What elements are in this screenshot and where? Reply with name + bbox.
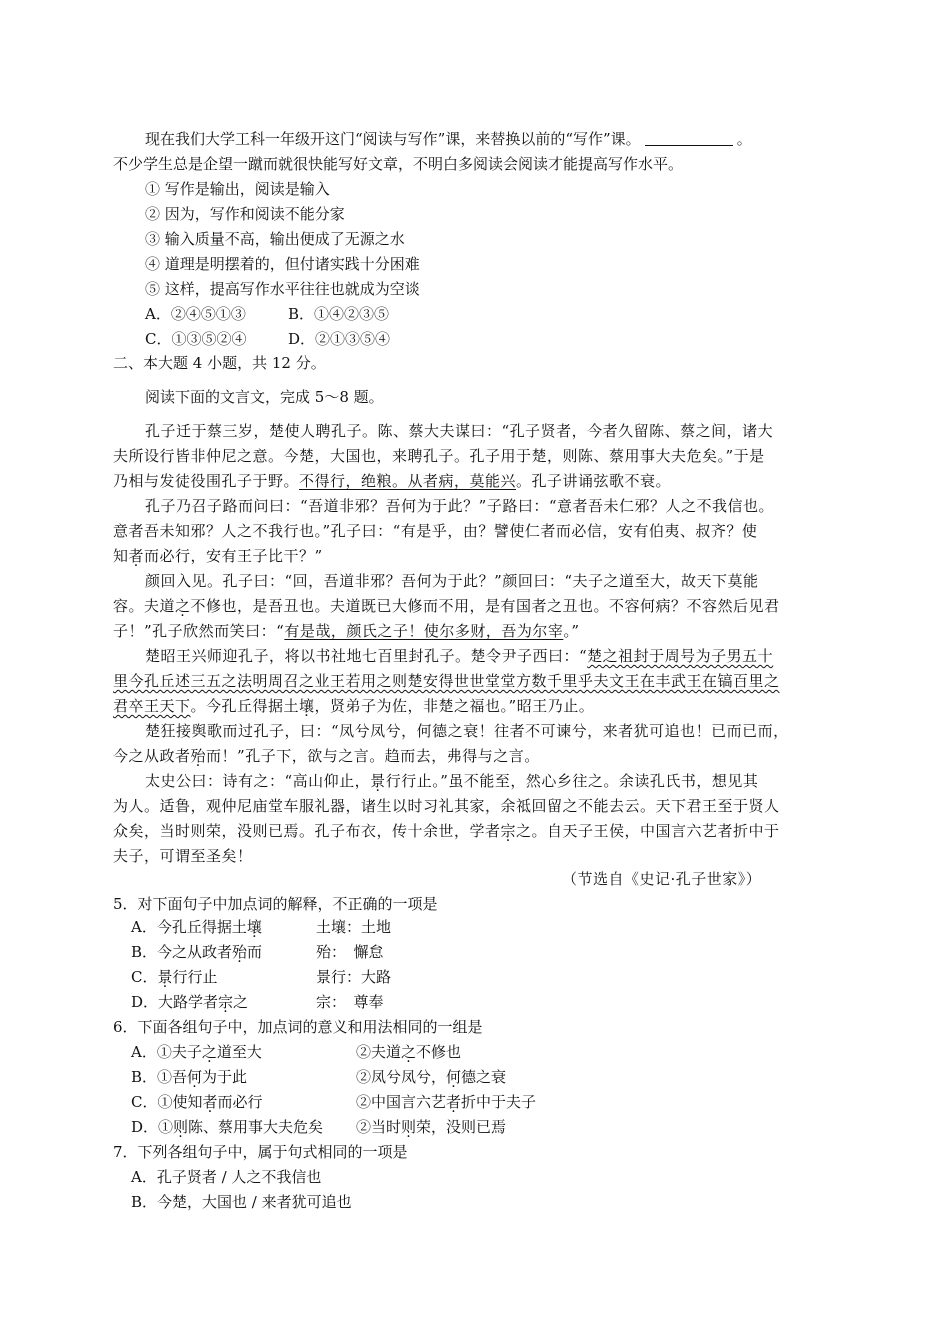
q6-option-c-1: C．①使知者而必行: [131, 1093, 263, 1111]
q4-option-d: D．②①③⑤④: [288, 330, 391, 348]
dotted-word: 壤: [246, 918, 262, 936]
q5-option-c: C．景行行止: [131, 968, 218, 986]
dotted-word: 壤: [299, 697, 315, 715]
dotted-word: 者: [446, 1093, 462, 1111]
dotted-word: 何: [446, 1068, 462, 1086]
underlined-sentence: 有是哉，颜氏之子！使尔多财，吾为尔宰: [284, 622, 564, 640]
passage-line: 夫所设行皆非仲尼之意。今楚，大国也，来聘孔子。孔子用于楚，则陈、蔡用事大夫危矣。”于是: [113, 447, 765, 465]
passage-line: 孔子乃召子路而问曰：“吾道非邪？吾何为于此？”子路曰：“意者吾未仁邪？人之不我信也。: [145, 497, 775, 515]
passage-line: 夫子，可谓至圣矣！: [113, 847, 253, 865]
passage-source: （节选自《史记·孔子世家》）: [562, 870, 762, 888]
section-intro: 阅读下面的文言文，完成 5～8 题。: [145, 388, 384, 406]
dotted-word: 者: [128, 547, 145, 565]
dotted-word: 宗: [500, 822, 517, 840]
passage-line: 子！”孔子欣然而笑曰：“有是哉，颜氏之子！使尔多财，吾为尔宰。”: [113, 622, 580, 640]
q6-option-b-2: ②凤兮凤兮，何德之衰: [356, 1068, 507, 1086]
passage-line: 众矣，当时则荣，没则已焉。孔子布衣，传十余世，学者宗之。自天子王侯，中国言六艺者折中于: [113, 822, 780, 840]
q6-option-c-2: ②中国言六艺者折中于夫子: [356, 1093, 537, 1111]
q4-option-b: B．①④②③⑤: [288, 305, 390, 323]
wavy-underlined-text: 楚之祖封于周号为子男五十: [587, 647, 774, 665]
q5-stem: 5．对下面句子中加点词的解释，不正确的一项是: [113, 895, 438, 913]
q5-option-b-explanation: 殆： 懈怠: [316, 943, 384, 961]
q6-option-a-2: ②夫道之不修也: [356, 1043, 462, 1061]
passage-line: 今之从政者殆而！”孔子下，欲与之言。趋而去，弗得与之言。: [113, 747, 540, 765]
passage-line: 颜回入见。孔子曰：“回，吾道非邪？吾何为于此？”颜回曰：“夫子之道至大，故天下莫能: [145, 572, 759, 590]
dotted-word: 之: [401, 1043, 417, 1061]
passage-line: 知者而必行，安有王子比干？”: [113, 547, 323, 565]
underlined-sentence: 不得行，绝粮。从者病，莫能兴: [299, 472, 517, 490]
section-heading: 二、本大题 4 小题，共 12 分。: [113, 354, 326, 372]
dotted-word: 之: [175, 597, 191, 615]
passage-line: 意者吾未知邪？人之不我行也。”孔子曰：“有是乎，由？譬使仁者而必信，安有伯夷、叔齐？使: [113, 522, 758, 540]
passage-line: 容。夫道之不修也，是吾丑也。夫道既已大修而不用，是有国者之丑也。不容何病？不容然后见君: [113, 597, 780, 615]
q4-item-2: ② 因为，写作和阅读不能分家: [145, 205, 345, 223]
q5-option-d-explanation: 宗： 尊奉: [316, 993, 384, 1011]
dotted-word: 景: [370, 772, 386, 790]
q4-item-3: ③ 输入质量不高，输出便成了无源之水: [145, 230, 405, 248]
dotted-word: 殆: [190, 747, 207, 765]
passage-line: 楚狂接舆歌而过孔子，曰：“凤兮凤兮，何德之衰！往者不可谏兮，来者犹可追也！已而已而，: [145, 722, 789, 740]
dotted-word: 之: [201, 1043, 217, 1061]
passage-line: 为人。适鲁，观仲尼庙堂车服礼器，诸生以时习礼其家，余祗回留之不能去云。天下君王至于贤人: [113, 797, 780, 815]
dotted-word: 殆: [232, 943, 248, 961]
wavy-underlined-text: 君卒王天下: [113, 697, 191, 715]
q7-option-b: B．今楚，大国也 / 来者犹可追也: [131, 1193, 352, 1211]
q5-option-c-explanation: 景行：大路: [316, 968, 392, 986]
q6-option-b-1: B．①吾何为于此: [131, 1068, 248, 1086]
q5-option-a-explanation: 土壤：土地: [316, 918, 392, 936]
q4-paragraph-line-2: 不少学生总是企望一蹴而就很快能写好文章，不明白多阅读会阅读才能提高写作水平。: [113, 155, 684, 173]
passage-line: 楚昭王兴师迎孔子，将以书社地七百里封孔子。楚令尹子西曰：“楚之祖封于周号为子男五十: [145, 647, 774, 665]
q4-text-end: 。: [736, 130, 752, 148]
q4-option-a: A．②④⑤①③: [145, 305, 246, 323]
q5-option-b: B．今之从政者殆而: [131, 943, 263, 961]
passage-line: 乃相与发徒役围孔子于野。不得行，绝粮。从者病，莫能兴。孔子讲诵弦歌不衰。: [113, 472, 672, 490]
wavy-underlined-text: 里今孔丘述三五之法明周召之业王若用之则楚安得世世堂堂方数千里乎夫文王在丰武王在镐百里之: [113, 672, 780, 690]
passage-line: 太史公曰：诗有之：“高山仰止，景行行止。”虽不能至，然心乡往之。余读孔氏书，想见其: [145, 772, 759, 790]
q5-option-d: D．大路学者宗之: [131, 993, 249, 1011]
q6-option-a-1: A．①夫子之道至大: [131, 1043, 262, 1061]
q4-item-4: ④ 道理是明摆着的，但付诸实践十分困难: [145, 255, 420, 273]
dotted-word: 者: [202, 1093, 218, 1111]
q7-stem: 7．下列各组句子中，属于句式相同的一项是: [113, 1143, 408, 1161]
passage-line: 孔子迁于蔡三岁，楚使人聘孔子。陈、蔡大夫谋曰：“孔子贤者，今者久留陈、蔡之间，诸大: [145, 422, 774, 440]
q4-item-5: ⑤ 这样，提高写作水平往往也就成为空谈: [145, 280, 420, 298]
q6-option-d-1: D．①则陈、蔡用事大夫危矣: [131, 1118, 324, 1136]
q6-stem: 6．下面各组句子中，加点词的意义和用法相同的一组是: [113, 1018, 483, 1036]
q7-option-a: A．孔子贤者 / 人之不我信也: [131, 1168, 322, 1186]
q4-text: 现在我们大学工科一年级开这门“阅读与写作”课，来替换以前的“写作”课。: [145, 130, 641, 148]
q4-option-c: C．①③⑤②④: [145, 330, 247, 348]
answer-blank: [645, 130, 733, 146]
passage-line: 君卒王天下。今孔丘得据土壤，贤弟子为佐，非楚之福也。”昭王乃止。: [113, 697, 595, 715]
dotted-word: 何: [187, 1068, 203, 1086]
q4-item-1: ① 写作是输出，阅读是输入: [145, 180, 330, 198]
dotted-word: 宗: [218, 993, 234, 1011]
q6-option-d-2: ②当时则荣，没则已焉: [356, 1118, 507, 1136]
dotted-word: 则: [401, 1118, 417, 1136]
dotted-word: 景: [157, 968, 173, 986]
passage-line: [113, 670, 780, 692]
q5-option-a: A．今孔丘得据土壤: [131, 918, 262, 936]
dotted-word: 则: [173, 1118, 189, 1136]
q4-paragraph-line-1: [145, 128, 752, 150]
